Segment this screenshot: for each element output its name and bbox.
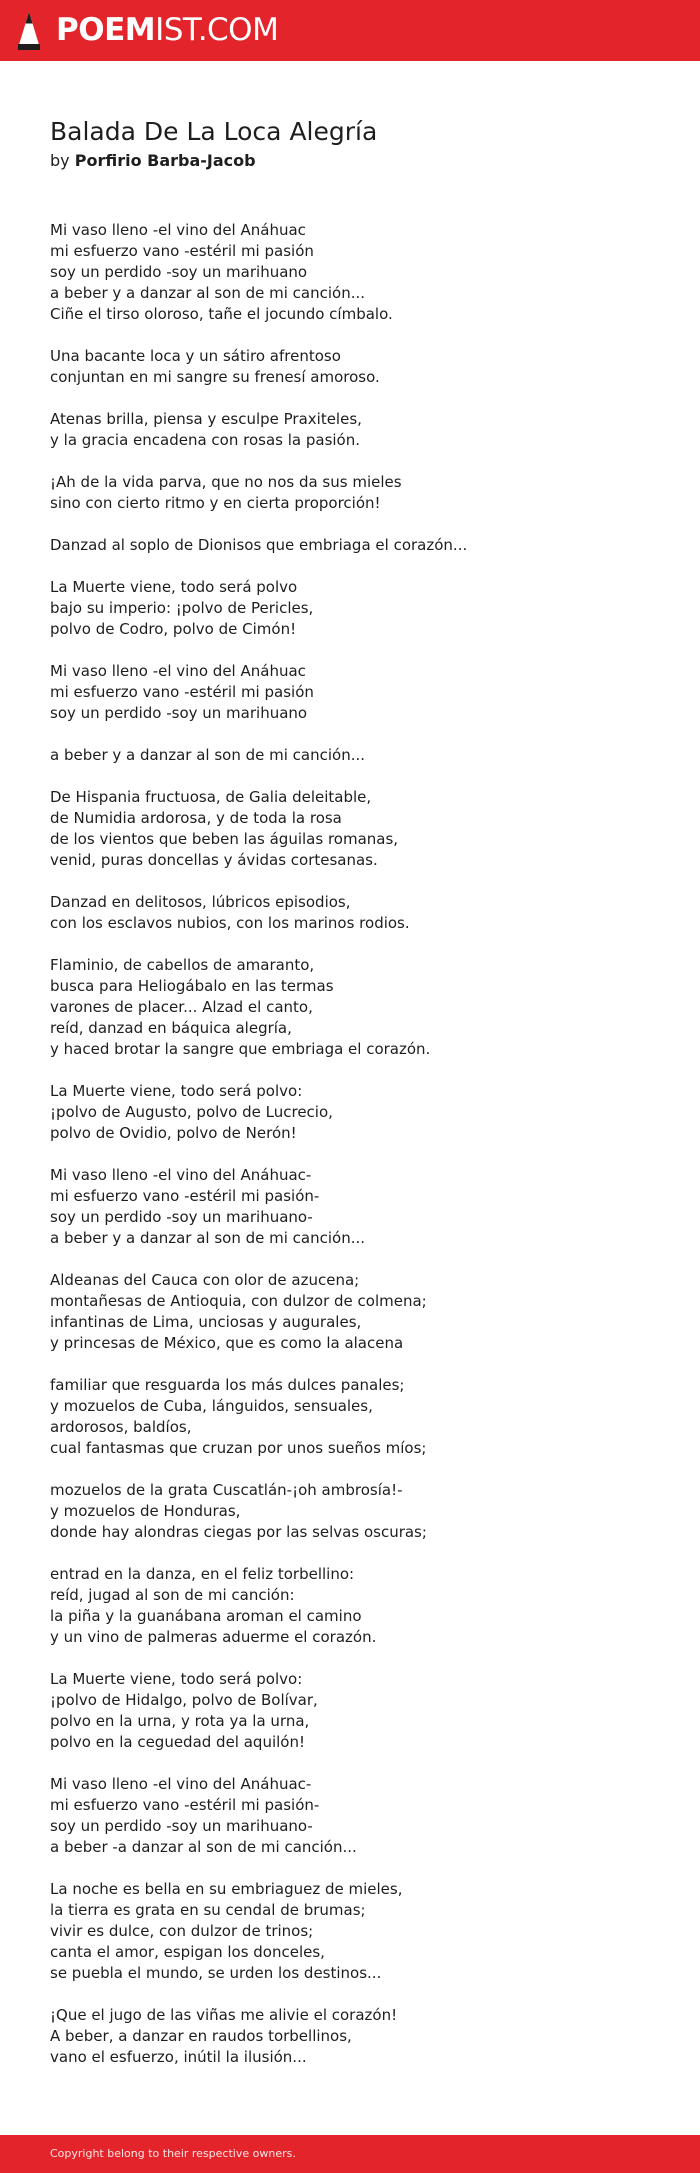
poem-stanza — [50, 472, 650, 514]
poem-line: conjuntan en mi sangre su frenesí amoroso. — [50, 368, 380, 386]
poem-author[interactable]: Porfirio Barba-Jacob — [74, 151, 256, 170]
poem-line: mi esfuerzo vano -estéril mi pasión — [50, 242, 314, 260]
copyright-notice: Copyright belong to their respective owners. — [50, 2147, 296, 2160]
poem-line: sino con cierto ritmo y en cierta proporción! — [50, 494, 381, 512]
poem-line: donde hay alondras ciegas por las selvas oscuras; — [50, 1523, 427, 1541]
poem-line: Una bacante loca y un sátiro afrentoso — [50, 347, 341, 365]
poem-line: soy un perdido -soy un marihuano — [50, 263, 308, 281]
poem-stanza — [50, 1165, 650, 1249]
poem-line: soy un perdido -soy un marihuano — [50, 704, 308, 722]
poem-line: a beber y a danzar al son de mi canción... — [50, 284, 366, 302]
poem-line: polvo de Ovidio, polvo de Nerón! — [50, 1124, 297, 1142]
poem-line: montañesas de Antioquia, con dulzor de colmena; — [50, 1292, 427, 1310]
poem-stanza — [50, 1564, 650, 1648]
poem-line: La Muerte viene, todo será polvo: — [50, 1082, 303, 1100]
poem-stanza — [50, 346, 650, 388]
poem-stanza — [50, 1669, 650, 1753]
poem-line: vivir es dulce, con dulzor de trinos; — [50, 1922, 314, 1940]
poem-line: mi esfuerzo vano -estéril mi pasión — [50, 683, 314, 701]
poem-line: de los vientos que beben las águilas romanas, — [50, 830, 399, 848]
poem-line: infantinas de Lima, unciosas y augurales, — [50, 1313, 362, 1331]
poem-line: A beber, a danzar en raudos torbellinos, — [50, 2027, 352, 2045]
poem-line: Ciñe el tirso oloroso, tañe el jocundo címbalo. — [50, 305, 393, 323]
poem-stanza — [50, 2005, 650, 2068]
poem-stanza — [50, 787, 650, 871]
poem-line: Aldeanas del Cauca con olor de azucena; — [50, 1271, 360, 1289]
poem-line: de Numidia ardorosa, y de toda la rosa — [50, 809, 342, 827]
poem-stanza — [50, 1081, 650, 1144]
poem-line: ¡polvo de Hidalgo, polvo de Bolívar, — [50, 1691, 318, 1709]
poem-line: Mi vaso lleno -el vino del Anáhuac — [50, 662, 306, 680]
poem-line: venid, puras doncellas y ávidas cortesanas. — [50, 851, 378, 869]
poem-line: Flaminio, de cabellos de amaranto, — [50, 956, 315, 974]
poem-line: mi esfuerzo vano -estéril mi pasión- — [50, 1796, 320, 1814]
poem-stanza — [50, 892, 650, 934]
poem-line: polvo en la ceguedad del aquilón! — [50, 1733, 305, 1751]
poem-line: con los esclavos nubios, con los marinos rodios. — [50, 914, 410, 932]
poem-line: y mozuelos de Honduras, — [50, 1502, 241, 1520]
poem-line: Mi vaso lleno -el vino del Anáhuac- — [50, 1775, 312, 1793]
poem-line: ardorosos, baldíos, — [50, 1418, 192, 1436]
poem-stanza — [50, 745, 650, 766]
poem-line: La Muerte viene, todo será polvo — [50, 578, 298, 596]
poem-line: La Muerte viene, todo será polvo: — [50, 1670, 303, 1688]
poem-stanza — [50, 1774, 650, 1858]
poem-line: mozuelos de la grata Cuscatlán-¡oh ambrosía!- — [50, 1481, 403, 1499]
poem-stanza — [50, 1375, 650, 1459]
poem-line: la tierra es grata en su cendal de brumas; — [50, 1901, 366, 1919]
poem-line: a beber y a danzar al son de mi canción... — [50, 1229, 366, 1247]
pencil-icon — [16, 10, 42, 52]
poem-line: varones de placer... Alzad el canto, — [50, 998, 313, 1016]
poem-line: Danzad al soplo de Dionisos que embriaga el corazón... — [50, 536, 468, 554]
poem-stanza — [50, 577, 650, 640]
poem-line: ¡Que el jugo de las viñas me alivie el corazón! — [50, 2006, 398, 2024]
poem-line: busca para Heliogábalo en las termas — [50, 977, 334, 995]
poem-line: se puebla el mundo, se urden los destinos... — [50, 1964, 382, 1982]
poem-body — [50, 220, 650, 2068]
poem-line: a beber y a danzar al son de mi canción... — [50, 746, 366, 764]
poem-line: reíd, danzad en báquica alegría, — [50, 1019, 292, 1037]
logo-text-rest: IST.COM — [155, 12, 279, 48]
poem-stanza — [50, 220, 650, 325]
poem-line: y mozuelos de Cuba, lánguidos, sensuales, — [50, 1397, 373, 1415]
poem-stanza — [50, 1270, 650, 1354]
poem-line: canta el amor, espigan los donceles, — [50, 1943, 325, 1961]
poem-line: y haced brotar la sangre que embriaga el corazón. — [50, 1040, 431, 1058]
poem-line: entrad en la danza, en el feliz torbellino: — [50, 1565, 355, 1583]
poem-line: Danzad en delitosos, lúbricos episodios, — [50, 893, 351, 911]
poem-line: a beber -a danzar al son de mi canción... — [50, 1838, 357, 1856]
poem-line: la piña y la guanábana aroman el camino — [50, 1607, 362, 1625]
poem-line: y la gracia encadena con rosas la pasión. — [50, 431, 360, 449]
poem-stanza — [50, 661, 650, 724]
poem-line: reíd, jugad al son de mi canción: — [50, 1586, 295, 1604]
poem-line: y princesas de México, que es como la alacena — [50, 1334, 404, 1352]
poem-byline — [50, 150, 650, 172]
poem-stanza — [50, 1480, 650, 1543]
poem-line: bajo su imperio: ¡polvo de Pericles, — [50, 599, 314, 617]
poem-line: familiar que resguarda los más dulces panales; — [50, 1376, 405, 1394]
poem-line: De Hispania fructuosa, de Galia deleitable, — [50, 788, 372, 806]
poem-line: ¡Ah de la vida parva, que no nos da sus mieles — [50, 473, 402, 491]
poem-line: La noche es bella en su embriaguez de mieles, — [50, 1880, 403, 1898]
poem-stanza — [50, 1879, 650, 1984]
poem-line: y un vino de palmeras aduerme el corazón. — [50, 1628, 377, 1646]
site-header — [0, 0, 700, 61]
poem-line: polvo de Codro, polvo de Cimón! — [50, 620, 297, 638]
poem-line: cual fantasmas que cruzan por unos sueños míos; — [50, 1439, 427, 1457]
poem-line: mi esfuerzo vano -estéril mi pasión- — [50, 1187, 320, 1205]
poem-stanza — [50, 535, 650, 556]
site-logo-text — [56, 12, 279, 48]
poem-line: Atenas brilla, piensa y esculpe Praxiteles, — [50, 410, 362, 428]
poem-line: vano el esfuerzo, inútil la ilusión... — [50, 2048, 307, 2066]
site-logo[interactable] — [16, 10, 278, 52]
poem-stanza — [50, 409, 650, 451]
poem-title: Balada De La Loca Alegría — [50, 117, 378, 146]
site-footer — [0, 2135, 700, 2173]
poem-line: Mi vaso lleno -el vino del Anáhuac — [50, 221, 306, 239]
poem-content — [50, 116, 650, 2089]
poem-line: soy un perdido -soy un marihuano- — [50, 1208, 313, 1226]
poem-line: soy un perdido -soy un marihuano- — [50, 1817, 313, 1835]
poem-line: Mi vaso lleno -el vino del Anáhuac- — [50, 1166, 312, 1184]
poem-line: polvo en la urna, y rota ya la urna, — [50, 1712, 310, 1730]
byline-prefix: by — [50, 151, 70, 170]
poem-stanza — [50, 955, 650, 1060]
logo-text-bold: POEM — [56, 12, 156, 48]
poem-line: ¡polvo de Augusto, polvo de Lucrecio, — [50, 1103, 333, 1121]
